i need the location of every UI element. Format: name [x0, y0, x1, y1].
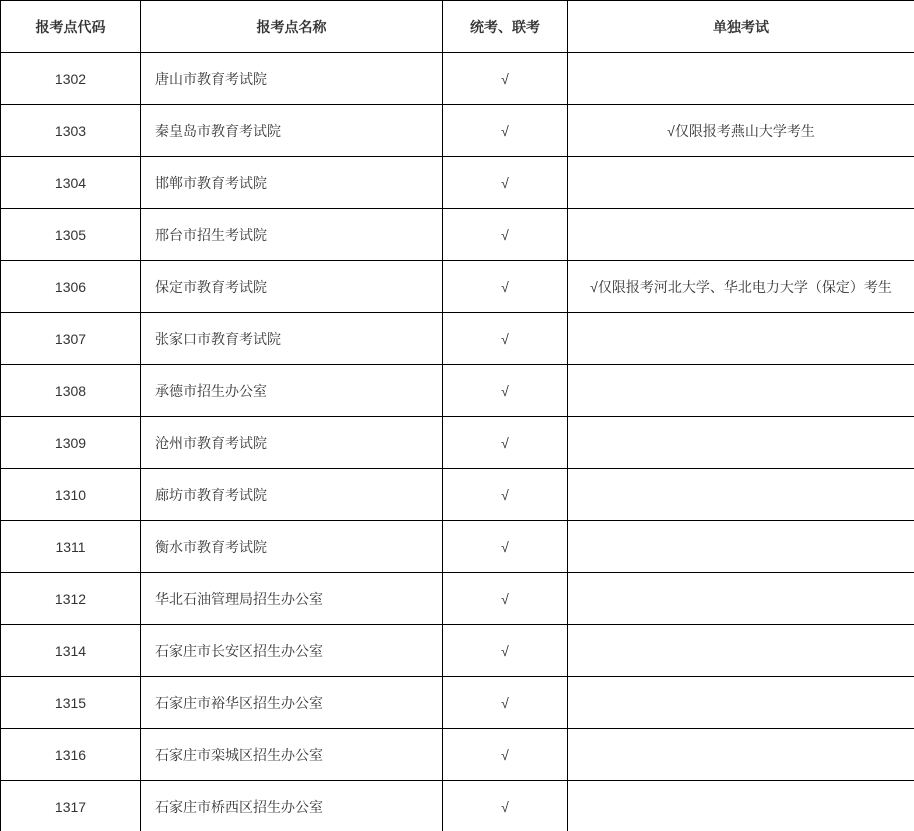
table-row [1, 417, 914, 469]
table-row [1, 729, 914, 781]
table-row [1, 469, 914, 521]
cell-code: 1304 [1, 157, 141, 209]
cell-separate [568, 677, 914, 729]
cell-separate [568, 573, 914, 625]
cell-unified: √ [443, 521, 568, 573]
cell-name: 沧州市教育考试院 [141, 417, 443, 469]
cell-separate [568, 313, 914, 365]
cell-code: 1314 [1, 625, 141, 677]
cell-name: 石家庄市长安区招生办公室 [141, 625, 443, 677]
cell-separate [568, 53, 914, 105]
cell-name: 衡水市教育考试院 [141, 521, 443, 573]
cell-separate [568, 729, 914, 781]
table-row [1, 313, 914, 365]
cell-code: 1315 [1, 677, 141, 729]
header-cell-separate-exam: 单独考试 [568, 1, 914, 53]
table-row [1, 105, 914, 157]
cell-code: 1306 [1, 261, 141, 313]
header-row [1, 1, 914, 53]
cell-name: 石家庄市栾城区招生办公室 [141, 729, 443, 781]
table-row [1, 157, 914, 209]
table-row [1, 573, 914, 625]
header-cell-unified-exam: 统考、联考 [443, 1, 568, 53]
cell-name: 廊坊市教育考试院 [141, 469, 443, 521]
cell-unified: √ [443, 573, 568, 625]
cell-separate [568, 781, 914, 831]
cell-code: 1303 [1, 105, 141, 157]
cell-name: 邢台市招生考试院 [141, 209, 443, 261]
cell-name: 保定市教育考试院 [141, 261, 443, 313]
cell-separate [568, 469, 914, 521]
cell-separate [568, 417, 914, 469]
cell-separate [568, 157, 914, 209]
cell-separate: √仅限报考河北大学、华北电力大学（保定）考生 [568, 261, 914, 313]
cell-unified: √ [443, 157, 568, 209]
table-row [1, 209, 914, 261]
cell-unified: √ [443, 365, 568, 417]
cell-code: 1312 [1, 573, 141, 625]
cell-separate: √仅限报考燕山大学考生 [568, 105, 914, 157]
cell-code: 1307 [1, 313, 141, 365]
table-row [1, 53, 914, 105]
cell-code: 1310 [1, 469, 141, 521]
cell-name: 唐山市教育考试院 [141, 53, 443, 105]
cell-name: 承德市招生办公室 [141, 365, 443, 417]
cell-name: 张家口市教育考试院 [141, 313, 443, 365]
cell-separate [568, 365, 914, 417]
cell-code: 1316 [1, 729, 141, 781]
cell-code: 1305 [1, 209, 141, 261]
cell-separate [568, 625, 914, 677]
cell-code: 1317 [1, 781, 141, 831]
cell-code: 1308 [1, 365, 141, 417]
header-cell-code: 报考点代码 [1, 1, 141, 53]
cell-unified: √ [443, 677, 568, 729]
cell-unified: √ [443, 625, 568, 677]
cell-unified: √ [443, 729, 568, 781]
cell-name: 石家庄市裕华区招生办公室 [141, 677, 443, 729]
header-cell-name: 报考点名称 [141, 1, 443, 53]
table-row [1, 261, 914, 313]
cell-separate [568, 521, 914, 573]
cell-name: 华北石油管理局招生办公室 [141, 573, 443, 625]
cell-code: 1302 [1, 53, 141, 105]
cell-name: 秦皇岛市教育考试院 [141, 105, 443, 157]
cell-unified: √ [443, 261, 568, 313]
cell-unified: √ [443, 469, 568, 521]
cell-code: 1309 [1, 417, 141, 469]
cell-unified: √ [443, 417, 568, 469]
table-body [1, 53, 914, 831]
table-row [1, 365, 914, 417]
cell-unified: √ [443, 105, 568, 157]
cell-code: 1311 [1, 521, 141, 573]
cell-unified: √ [443, 313, 568, 365]
cell-separate [568, 209, 914, 261]
cell-name: 邯郸市教育考试院 [141, 157, 443, 209]
table-row [1, 781, 914, 831]
table-header [1, 1, 914, 53]
cell-unified: √ [443, 781, 568, 831]
cell-unified: √ [443, 209, 568, 261]
table-row [1, 677, 914, 729]
table-row [1, 625, 914, 677]
cell-name: 石家庄市桥西区招生办公室 [141, 781, 443, 831]
table-row [1, 521, 914, 573]
cell-unified: √ [443, 53, 568, 105]
